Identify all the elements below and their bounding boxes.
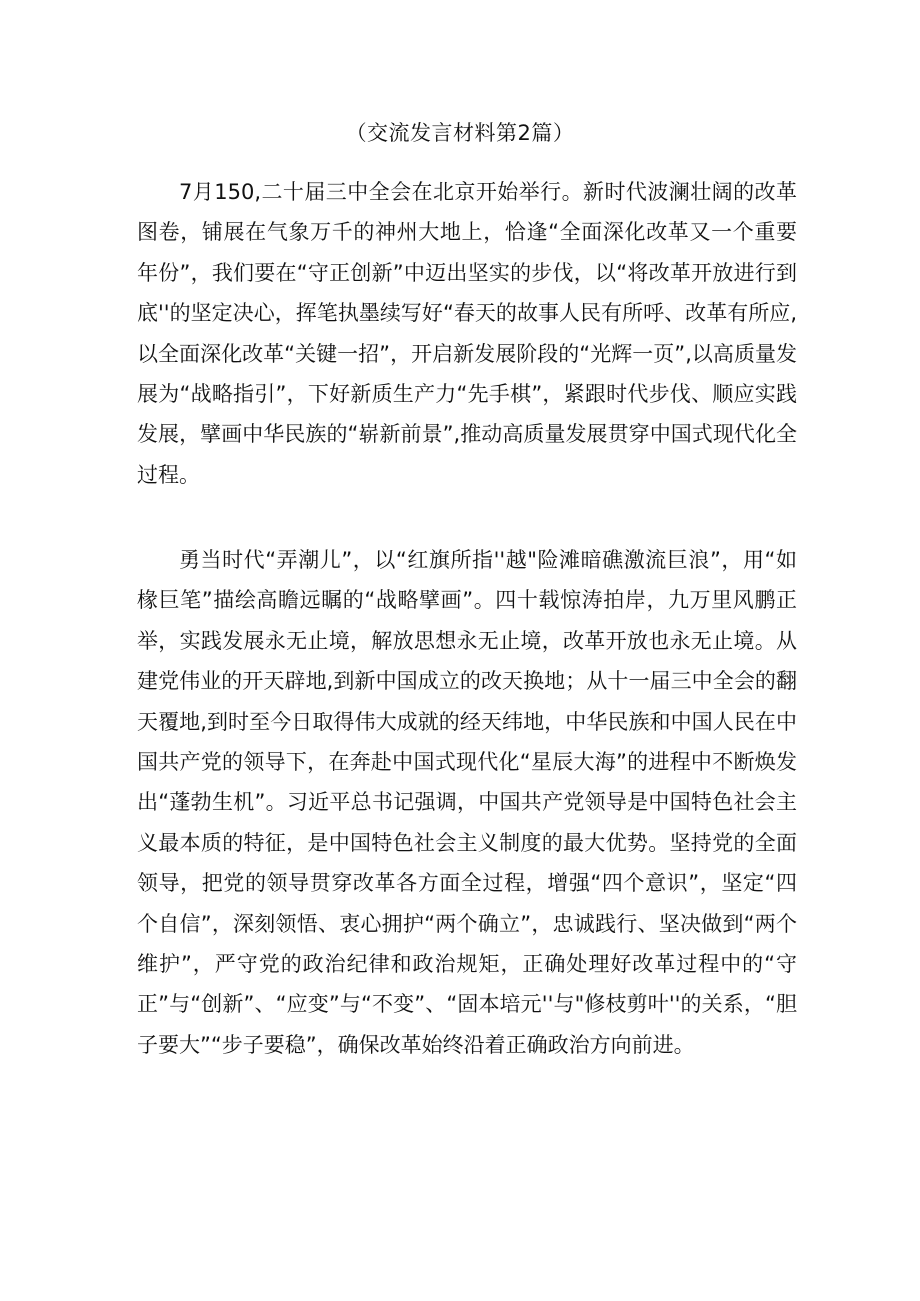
body-paragraph-2: 勇当时代“弄潮儿”，以“红旗所指''越"险滩暗礁激流巨浪”，用“如椽巨笔”描绘高瞻远瞩的“战略擘画”。四十载惊涛拍岸，九万里风鹏正举，实践发展永无止境，解放思想永无止境，改革开放也永无止境。从建党伟业的开天辟地,到新中国成立的改天换地；从十一届三中全会的翻天覆地,到时至今日取得伟大成就的经天纬地，中华民族和中国人民在中国共产党的领导下，在奔赴中国式现代化“星辰大海”的进程中不断焕发出“蓬勃生机”。习近平总书记强调，中国共产党领导是中国特色社会主义最本质的特征，是中国特色社会主义制度的最大优势。坚持党的全面领导，把党的领导贯穿改革各方面全过程，增强“四个意识”，坚定“四个自信”，深刻领悟、衷心拥护“两个确立”，忠诚践行、坚决做到“两个维护”，严守党的政治纪律和政治规矩，正确处理好改革过程中的“守正”与“创新”、“应变”与“不变”、“固本培元''与"修枝剪叶''的关系，“胆子要大”“步子要稳”，确保改革始终沿着正确政治方向前进。 [137, 548, 797, 1057]
body-paragraph-1: 7月150,二十届三中全会在北京开始举行。新时代波澜壮阔的改革图卷，铺展在气象万千的神州大地上，恰逢“全面深化改革又一个重要年份”，我们要在“守正创新”中迈出坚实的步伐，以“将改革开放进行到底''的坚定决心，挥笔执墨续写好“春天的故事人民有所呼、改革有所应,以全面深化改革“关键一招”，开启新发展阶段的“光辉一页”,以高质量发展为“战略指引”，下好新质生产力“先手棋”，紧跟时代步伐、顺应实践发展，擘画中华民族的“崭新前景”,推动高质量发展贯穿中国式现代化全过程。 [137, 180, 797, 487]
document-title: （交流发言材料第2篇） [345, 121, 575, 145]
